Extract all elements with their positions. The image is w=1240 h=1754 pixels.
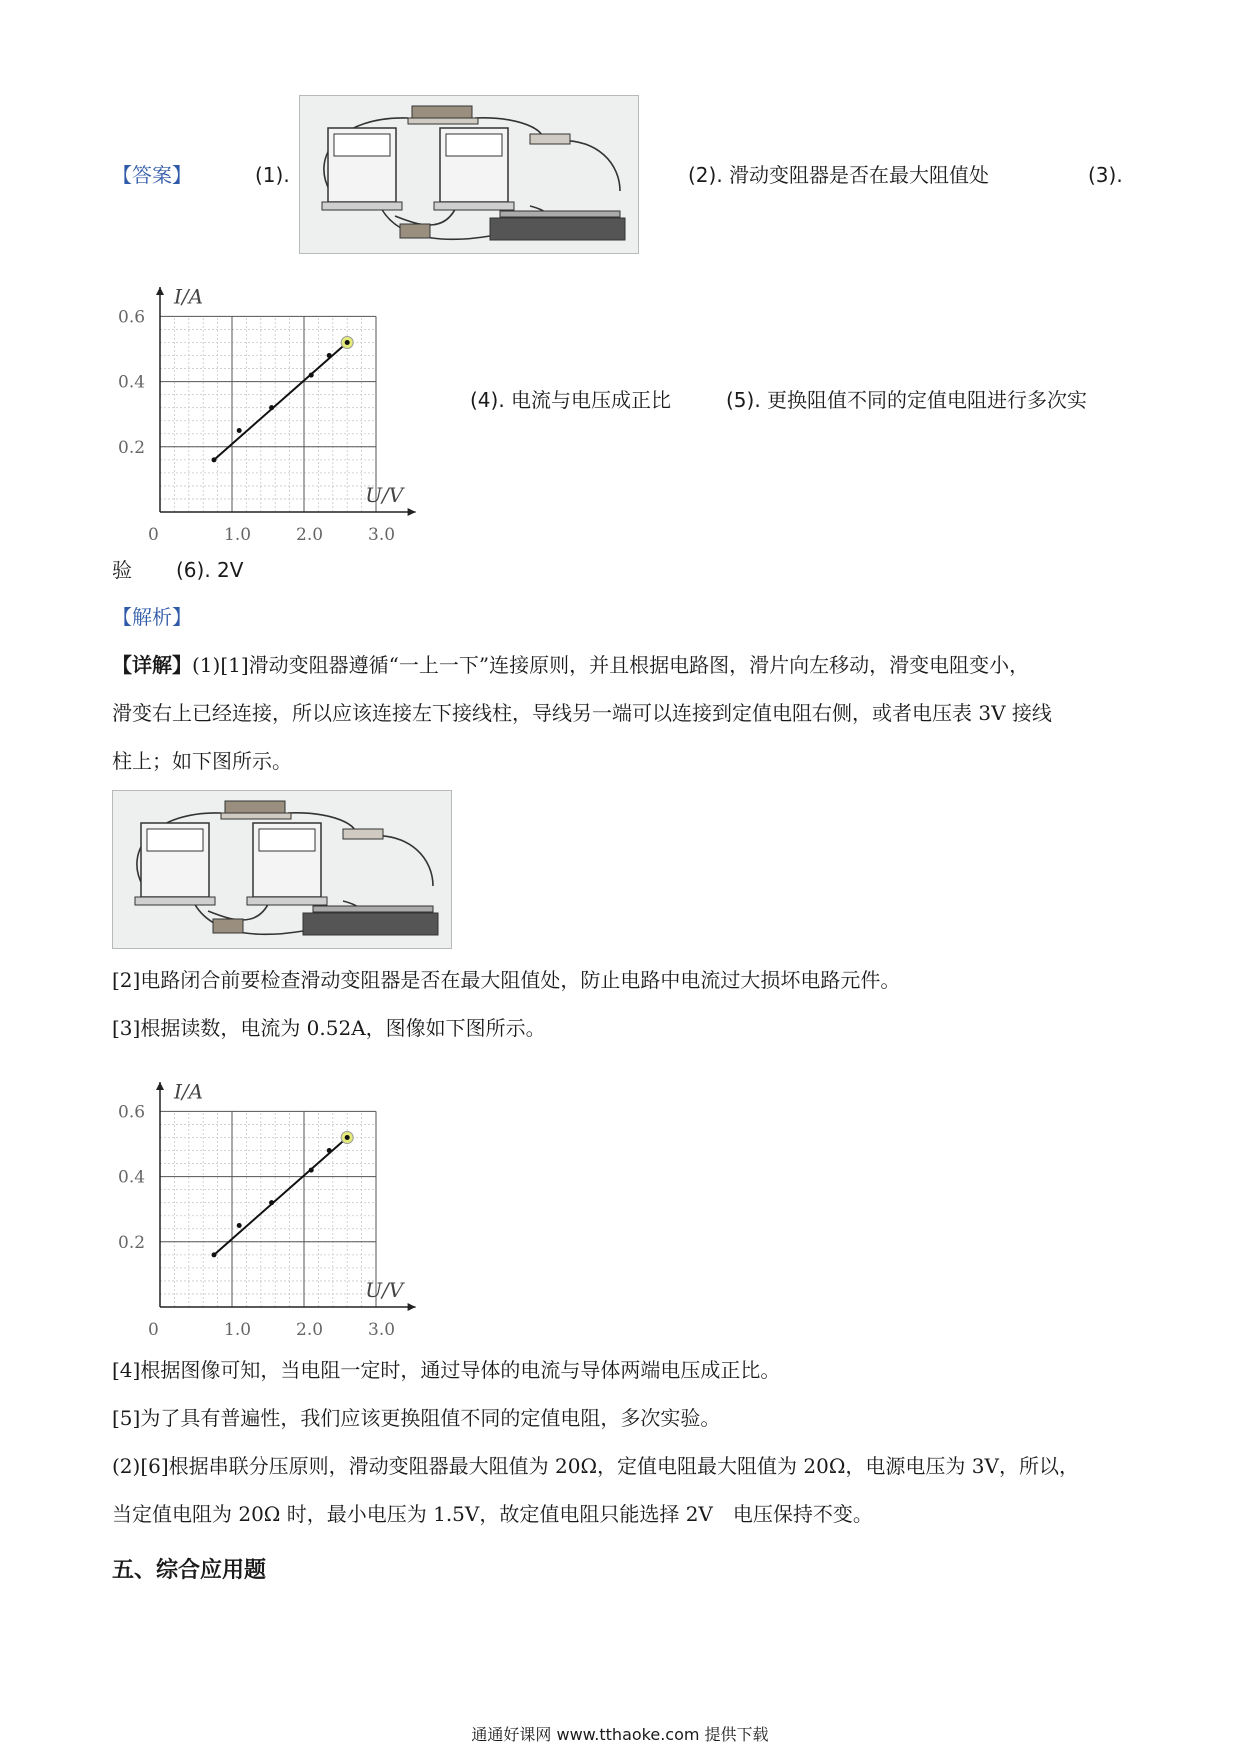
x-tick-label: 3.0 — [368, 525, 396, 540]
analysis-line-9: 当定值电阻为 20Ω 时，最小电压为 1.5V，故定值电阻只能选择 2V 电压保持不变。 — [112, 1502, 873, 1526]
iv-graph-1 — [110, 270, 430, 540]
page-footer: 通通好课网 www.tthaoke.com 提供下载 — [471, 1725, 769, 1744]
y-axis-arrow — [156, 1082, 164, 1090]
detail-tag: 【详解】 — [112, 653, 192, 677]
data-point — [345, 1135, 350, 1140]
answer-part-4: (4). 电流与电压成正比 — [470, 388, 672, 412]
circuit-photo — [299, 95, 639, 254]
x-tick-label: 1.0 — [224, 1320, 252, 1335]
data-point — [309, 1168, 314, 1173]
answer-part-6: (6). 2V — [176, 558, 244, 582]
iv-graph-2 — [110, 1065, 430, 1335]
answer-part-2: (2). 滑动变阻器是否在最大阻值处 — [688, 163, 990, 187]
x-tick-label: 0 — [148, 1320, 159, 1335]
x-axis-label: U/V — [365, 483, 404, 507]
x-axis-arrow — [408, 1303, 416, 1311]
analysis-line-1 — [112, 655, 1029, 675]
y-tick-label: 0.4 — [118, 1167, 146, 1188]
y-tick-label: 0.6 — [118, 307, 146, 328]
analysis-line-7: [5]为了具有普遍性，我们应该更换阻值不同的定值电阻，多次实验。 — [112, 1406, 721, 1430]
data-point — [327, 1148, 332, 1153]
analysis-tag: 【解析】 — [112, 605, 192, 629]
data-point — [309, 373, 314, 378]
circuit-diagram-image-2 — [113, 791, 451, 948]
answer-tag: 【答案】 — [112, 163, 192, 187]
x-axis-arrow — [408, 508, 416, 516]
iv-graph-svg — [110, 270, 430, 540]
y-tick-label: 0.4 — [118, 372, 146, 393]
analysis-line-1-text: (1)[1]滑动变阻器遵循“一上一下”连接原则，并且根据电路图，滑片向左移动，滑变电阻变小， — [192, 653, 1030, 677]
circuit-photo-2 — [112, 790, 452, 949]
x-tick-label: 2.0 — [296, 525, 324, 540]
answer-part-3: (3). — [1088, 163, 1123, 187]
analysis-line-2: 滑变右上已经连接，所以应该连接左下接线柱，导线另一端可以连接到定值电阻右侧，或者电压表 3V 接线 — [112, 701, 1052, 725]
data-point — [269, 1200, 274, 1205]
x-tick-label: 3.0 — [368, 1320, 396, 1335]
fit-line — [214, 342, 347, 459]
data-point — [345, 340, 350, 345]
analysis-line-6: [4]根据图像可知，当电阻一定时，通过导体的电流与导体两端电压成正比。 — [112, 1358, 781, 1382]
x-tick-label: 1.0 — [224, 525, 252, 540]
analysis-line-4: [2]电路闭合前要检查滑动变阻器是否在最大阻值处，防止电路中电流过大损坏电路元件。 — [112, 968, 901, 992]
circuit-diagram-image — [300, 96, 638, 253]
answer-part-1: (1). — [255, 163, 290, 187]
analysis-line-3: 柱上；如下图所示。 — [112, 749, 292, 773]
data-point — [212, 457, 217, 462]
y-axis-label: I/A — [174, 1079, 204, 1104]
data-point — [237, 1223, 242, 1228]
analysis-line-8: (2)[6]根据串联分压原则，滑动变阻器最大阻值为 20Ω，定值电阻最大阻值为 20Ω，电源电压为 3V，所以， — [112, 1454, 1079, 1478]
y-tick-label: 0.2 — [118, 437, 146, 458]
data-point — [212, 1252, 217, 1257]
section-title: 五、综合应用题 — [112, 1558, 267, 1583]
analysis-line-5: [3]根据读数，电流为 0.52A，图像如下图所示。 — [112, 1016, 546, 1040]
iv-graph-svg-2 — [110, 1065, 430, 1335]
x-axis-label: U/V — [365, 1278, 404, 1302]
y-tick-label: 0.2 — [118, 1232, 146, 1253]
fit-line — [214, 1137, 347, 1254]
x-tick-label: 0 — [148, 525, 159, 540]
x-tick-label: 2.0 — [296, 1320, 324, 1335]
data-point — [237, 428, 242, 433]
y-axis-label: I/A — [174, 284, 204, 309]
data-point — [327, 353, 332, 358]
answer-part-5-continued: 验 — [112, 558, 132, 582]
y-axis-arrow — [156, 287, 164, 295]
y-tick-label: 0.6 — [118, 1102, 146, 1123]
answer-part-5: (5). 更换阻值不同的定值电阻进行多次实 — [726, 388, 1088, 412]
data-point — [269, 405, 274, 410]
